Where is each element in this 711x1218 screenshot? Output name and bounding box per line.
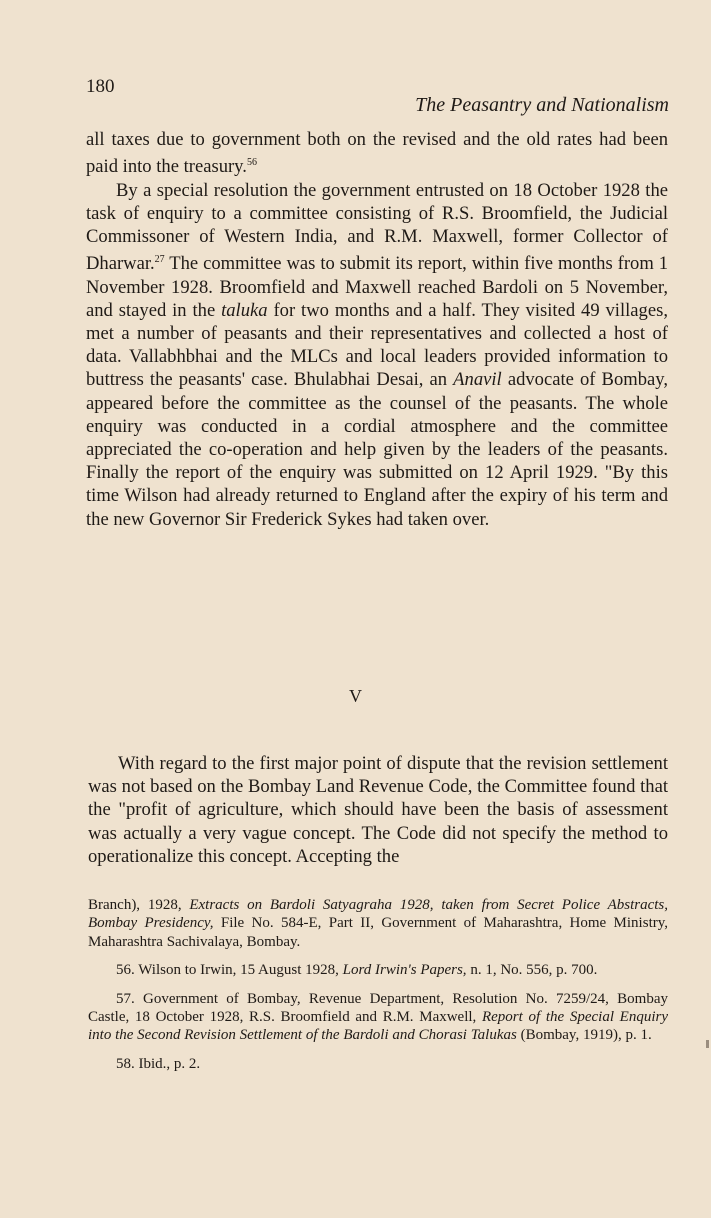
margin-mark bbox=[706, 1040, 709, 1048]
footnote-56 bbox=[88, 961, 668, 979]
footnote-57 bbox=[88, 990, 668, 1045]
footnote-text: (Bombay, 1919), p. 1. bbox=[516, 1027, 652, 1044]
paragraph-text: all taxes due to government both on the revised and the old rates had been paid into the treasury. bbox=[86, 129, 668, 178]
footnote-italic: Report of the Special Enquiry into the Second Revision Settlement of the Bardoli and Chorasi Talukas bbox=[88, 1009, 668, 1044]
footnote-text: File No. 584-E, Part II, Government of Maharashtra, Home Ministry, Maharashtra Sachivalaya, Bombay. bbox=[88, 915, 669, 950]
paragraph-text: advocate of Bombay, appeared before the committee as the counsel of the peasants. The whole enquiry was conducted in a cordial atmosphere and the committee appreciated the co-operation and help given by the leaders of the peasants. Finally the report of the enquiry was submitted on 12 April 1929. "By this time Wilson had already returned to England after the expiry of his term and the new Governor Sir Frederick Sykes had taken over. bbox=[86, 369, 669, 530]
footnote-continuation bbox=[88, 896, 668, 951]
footnotes bbox=[88, 896, 668, 1083]
footnote-text: 57. Government of Bombay, Revenue Department, Resolution No. 7259/24, Bombay Castle, 18 October 1928, R.S. Broomfield and R.M. Maxwell, bbox=[88, 990, 668, 1026]
footnote-text: n. 1, No. 556, p. 700. bbox=[466, 962, 598, 979]
footnote-58: 58. Ibid., p. 2. bbox=[116, 1055, 201, 1072]
page-number: 180 bbox=[86, 76, 115, 97]
paragraph-continuation bbox=[86, 128, 668, 179]
paragraph-committee bbox=[86, 179, 668, 531]
footnote-italic: Lord Irwin's Papers, bbox=[342, 962, 467, 979]
italic-term: taluka bbox=[221, 299, 268, 321]
section-heading: V bbox=[349, 686, 362, 706]
paragraph-text: By a special resolution the government entrusted on 18 October 1928 the task of enquiry to a committee consisting of R.S. Broomfield, the Judicial Commissoner of Western India, and R.M. Maxwell, former Collector of Dharwar. bbox=[86, 179, 668, 275]
footnote-italic: Extracts on Bardoli Satyagraha 1928, taken from Secret Police Abstracts, Bombay Presidency, bbox=[88, 897, 669, 932]
main-text-upper bbox=[86, 128, 668, 531]
running-head: The Peasantry and Nationalism bbox=[415, 94, 669, 116]
footnote-ref: 27 bbox=[154, 254, 165, 266]
paragraph-text: The committee was to submit its report, within five months from 1 November 1928. Broomfield and Maxwell reached Bardoli on 5 November, and stayed in the bbox=[86, 253, 668, 321]
italic-term: Anavil bbox=[453, 369, 502, 391]
paragraph-text: for two months and a half. They visited 49 villages, met a number of peasants and their representatives and collected a host of data. Vallabhbhai and the MLCs and local leaders provided information to buttress the peasants' case. Bhulabhai Desai, an bbox=[86, 299, 668, 391]
paragraph-dispute: With regard to the first major point of dispute that the revision settlement was not based on the Bombay Land Revenue Code, the Committee found that the "profit of agriculture, which should have been the basis of assessment was actually a very vague concept. The Code did not specify the method to operationalize this concept. Accepting the bbox=[88, 753, 668, 867]
footnote-ref: 56 bbox=[246, 157, 257, 169]
footnote-text: 56. Wilson to Irwin, 15 August 1928, bbox=[116, 962, 343, 979]
footnote-text: Branch), 1928, bbox=[88, 897, 190, 913]
main-text-lower bbox=[88, 752, 668, 868]
